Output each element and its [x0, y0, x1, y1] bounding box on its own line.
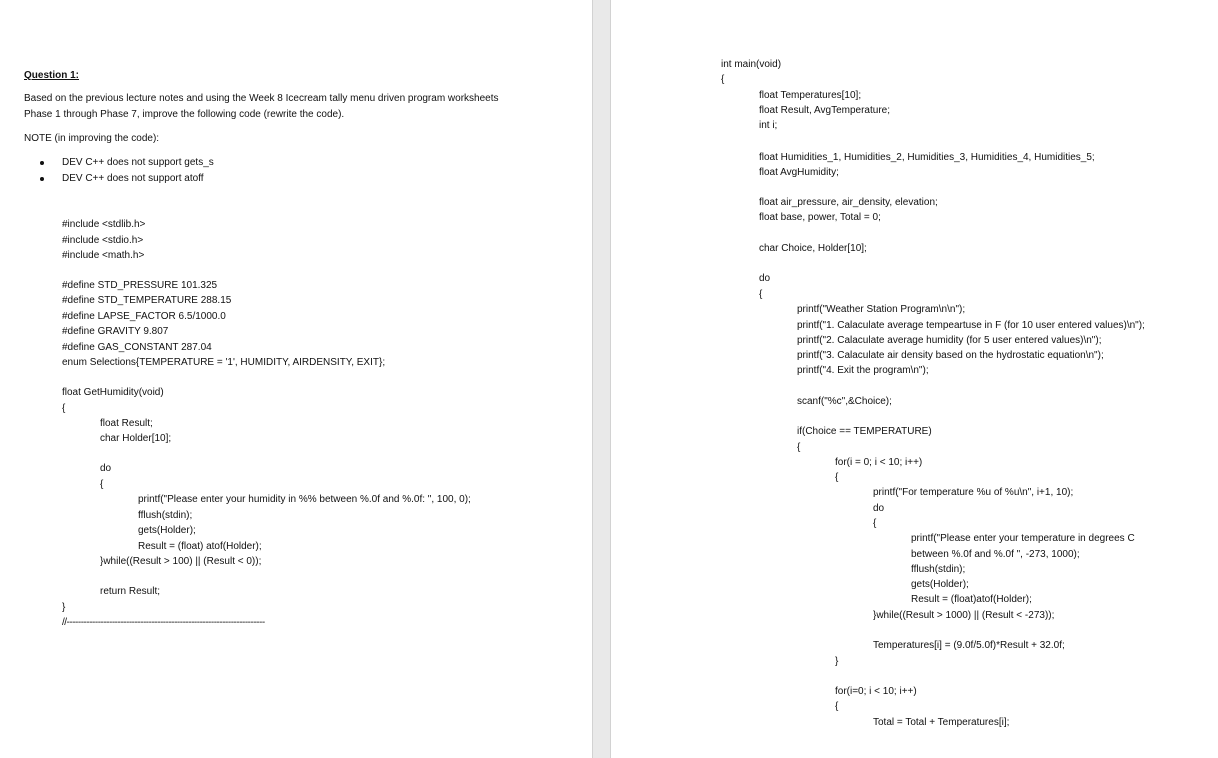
- code-line: printf("Please enter your humidity in %% between %.0f and %.0f: ", 100, 0);: [138, 494, 471, 505]
- code-line: printf("4. Exit the program\n");: [797, 365, 929, 376]
- left-document-page: [0, 0, 592, 758]
- bullet-dot-icon: [40, 161, 44, 165]
- note-bullet-2: DEV C++ does not support atoff: [62, 173, 204, 184]
- code-line: float GetHumidity(void): [62, 387, 164, 398]
- code-line: }: [62, 602, 66, 613]
- code-line: }: [835, 656, 839, 667]
- code-line: {: [873, 518, 877, 529]
- code-line: #define GRAVITY 9.807: [62, 326, 169, 337]
- code-line: #define STD_TEMPERATURE 288.15: [62, 295, 232, 306]
- note-label: NOTE (in improving the code):: [24, 133, 160, 144]
- code-line: Result = (float) atof(Holder);: [138, 541, 262, 552]
- code-line: {: [721, 74, 725, 85]
- code-line: #define LAPSE_FACTOR 6.5/1000.0: [62, 311, 226, 322]
- code-line: printf("2. Calaculate average humidity (for 5 user entered values)\n");: [797, 335, 1102, 346]
- code-line: fflush(stdin);: [911, 564, 966, 575]
- code-line: scanf("%c",&Choice);: [797, 396, 892, 407]
- code-line: fflush(stdin);: [138, 510, 193, 521]
- code-line: return Result;: [100, 586, 161, 597]
- code-line: gets(Holder);: [911, 579, 969, 590]
- code-line: float AvgHumidity;: [759, 167, 839, 178]
- code-line: Result = (float)atof(Holder);: [911, 594, 1032, 605]
- intro-line-2: Phase 1 through Phase 7, improve the following code (rewrite the code).: [24, 109, 345, 120]
- code-line: for(i=0; i < 10; i++): [835, 686, 917, 697]
- code-line: float Humidities_1, Humidities_2, Humidities_3, Humidities_4, Humidities_5;: [759, 152, 1095, 163]
- note-bullet-1: DEV C++ does not support gets_s: [62, 157, 214, 168]
- question-heading: Question 1:: [24, 70, 80, 81]
- code-line: float Result;: [100, 418, 153, 429]
- code-line: float Temperatures[10];: [759, 90, 862, 101]
- code-line: do: [759, 273, 771, 284]
- intro-line-1: Based on the previous lecture notes and using the Week 8 Icecream tally menu driven program worksheets: [24, 93, 499, 104]
- code-line: printf("1. Calaculate average tempeartuse in F (for 10 user entered values)\n");: [797, 320, 1145, 331]
- code-line: enum Selections{TEMPERATURE = '1', HUMIDITY, AIRDENSITY, EXIT};: [62, 357, 386, 368]
- code-line: {: [835, 701, 839, 712]
- code-line: between %.0f and %.0f ", -273, 1000);: [911, 549, 1080, 560]
- code-line: Temperatures[i] = (9.0f/5.0f)*Result + 32.0f;: [873, 640, 1065, 651]
- code-line: #include <stdlib.h>: [62, 219, 146, 230]
- code-line: do: [100, 463, 112, 474]
- code-line: #define STD_PRESSURE 101.325: [62, 280, 218, 291]
- code-line: char Choice, Holder[10];: [759, 243, 867, 254]
- code-line: {: [835, 472, 839, 483]
- page-gutter: [592, 0, 611, 758]
- code-line: for(i = 0; i < 10; i++): [835, 457, 923, 468]
- code-line: float air_pressure, air_density, elevation;: [759, 197, 938, 208]
- code-line: int i;: [759, 120, 778, 131]
- code-line: float base, power, Total = 0;: [759, 212, 881, 223]
- code-line: int main(void): [721, 59, 782, 70]
- code-line: {: [759, 289, 763, 300]
- code-line: {: [797, 442, 801, 453]
- code-line: printf("Please enter your temperature in degrees C: [911, 533, 1135, 544]
- right-document-page: [611, 0, 1218, 758]
- code-line: #include <math.h>: [62, 250, 145, 261]
- code-line: float Result, AvgTemperature;: [759, 105, 890, 116]
- code-line: printf("3. Calaculate air density based on the hydrostatic equation\n");: [797, 350, 1104, 361]
- code-line: char Holder[10];: [100, 433, 172, 444]
- code-line: gets(Holder);: [138, 525, 196, 536]
- code-line: #define GAS_CONSTANT 287.04: [62, 342, 212, 353]
- bullet-dot-icon: [40, 177, 44, 181]
- code-line: }while((Result > 1000) || (Result < -273));: [873, 610, 1055, 621]
- code-line: Total = Total + Temperatures[i];: [873, 717, 1010, 728]
- code-line: printf("For temperature %u of %u\n", i+1, 10);: [873, 487, 1074, 498]
- code-line: //----------------------------------------------------------------------: [62, 617, 265, 628]
- code-line: {: [100, 479, 104, 490]
- code-line: #include <stdio.h>: [62, 235, 144, 246]
- code-line: do: [873, 503, 885, 514]
- code-line: }while((Result > 100) || (Result < 0));: [100, 556, 262, 567]
- code-line: if(Choice == TEMPERATURE): [797, 426, 932, 437]
- code-line: {: [62, 403, 66, 414]
- code-line: printf("Weather Station Program\n\n");: [797, 304, 966, 315]
